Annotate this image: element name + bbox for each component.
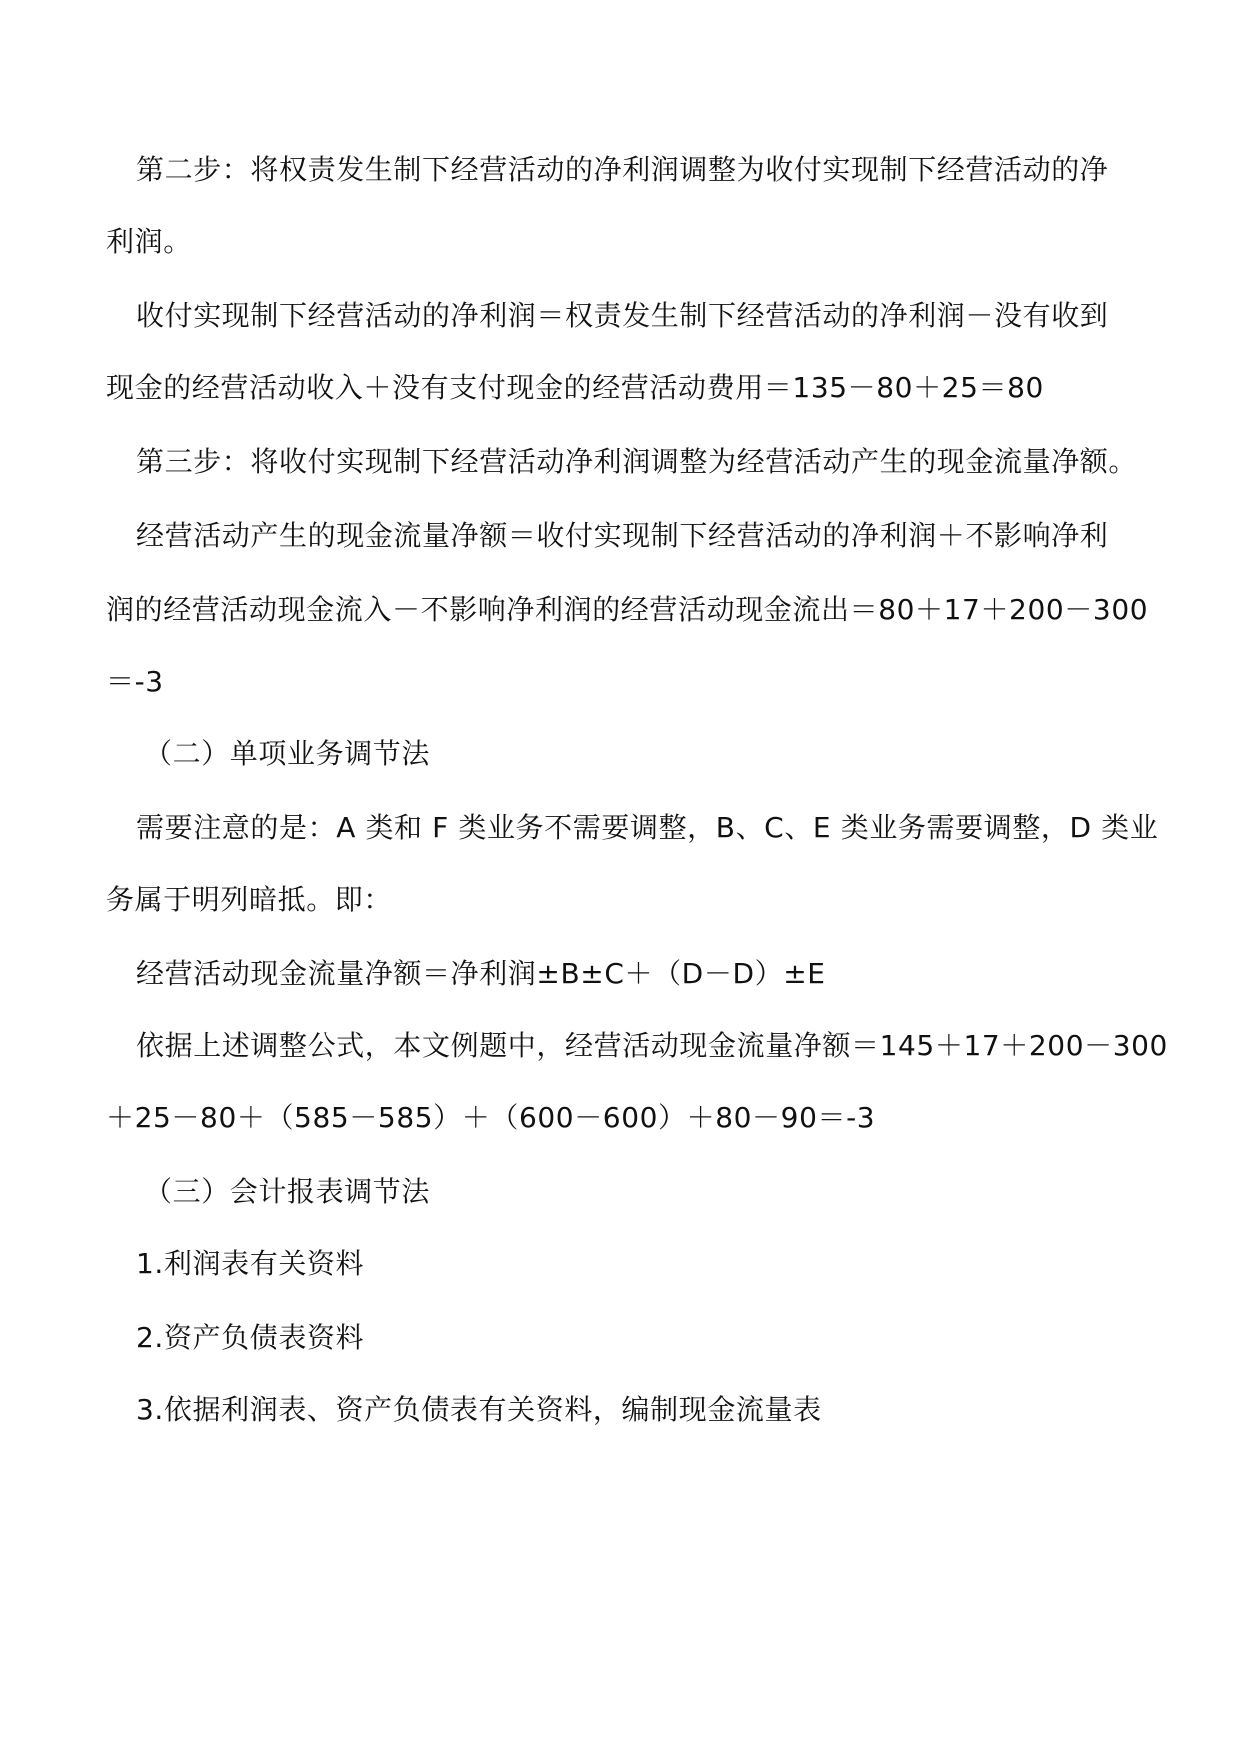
- formula-paragraph-2-cont: 润的经营活动现金流入－不影响净利润的经营活动现金流出＝80＋17＋200－300: [106, 593, 1149, 626]
- example-paragraph: 依据上述调整公式，本文例题中，经营活动现金流量净额＝145＋17＋200－300: [136, 1029, 1168, 1062]
- section-heading-2: （二）单项业务调节法: [144, 737, 431, 770]
- formula-paragraph-2-result: ＝-3: [106, 665, 164, 698]
- step-two-heading-cont: 利润。: [106, 225, 192, 258]
- step-three-heading: 第三步：将收付实现制下经营活动净利润调整为经营活动产生的现金流量净额。: [136, 445, 1138, 478]
- example-paragraph-cont: ＋25－80＋（585－585）＋（600－600）＋80－90＝-3: [106, 1101, 876, 1134]
- list-item-1: 1.利润表有关资料: [136, 1247, 365, 1280]
- list-item-2: 2.资产负债表资料: [136, 1321, 365, 1354]
- step-two-heading: 第二步：将权责发生制下经营活动的净利润调整为收付实现制下经营活动的净: [136, 153, 1109, 186]
- list-item-3: 3.依据利润表、资产负债表有关资料，编制现金流量表: [136, 1393, 822, 1426]
- note-paragraph-cont: 务属于明列暗抵。即：: [106, 883, 393, 916]
- formula-paragraph-1: 收付实现制下经营活动的净利润＝权责发生制下经营活动的净利润－没有收到: [136, 299, 1109, 332]
- formula-paragraph-1-cont: 现金的经营活动收入＋没有支付现金的经营活动费用＝135－80＋25＝80: [106, 371, 1044, 404]
- adjustment-formula: 经营活动现金流量净额＝净利润±B±C＋（D－D）±E: [136, 957, 826, 990]
- formula-paragraph-2: 经营活动产生的现金流量净额＝收付实现制下经营活动的净利润＋不影响净利: [136, 519, 1109, 552]
- section-heading-3: （三）会计报表调节法: [144, 1175, 431, 1208]
- note-paragraph: 需要注意的是：A 类和 F 类业务不需要调整，B、C、E 类业务需要调整，D 类业: [136, 811, 1159, 844]
